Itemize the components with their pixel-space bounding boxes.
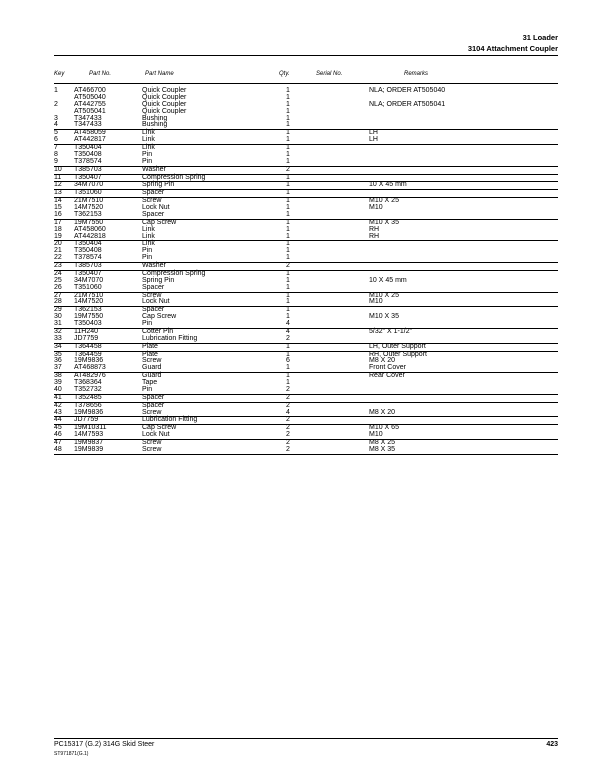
row-key: 38	[54, 372, 62, 380]
row-part-no: AT505041	[74, 107, 106, 115]
row-qty: 2	[286, 262, 290, 269]
table-row	[54, 227, 558, 234]
row-part-no: T378656	[74, 401, 102, 409]
row-remarks: M10	[369, 204, 383, 211]
row-remarks: M8 X 25	[369, 439, 396, 446]
row-key: 5	[54, 129, 58, 137]
row-qty: 1	[286, 144, 290, 151]
row-qty: 1	[286, 218, 290, 226]
row-qty: 2	[286, 393, 290, 401]
parts-table	[54, 88, 558, 455]
row-part-no: 21M7510	[74, 197, 104, 205]
row-remarks: M10	[369, 431, 383, 439]
row-remarks: M8 X 20	[369, 357, 396, 365]
table-row	[54, 336, 558, 344]
row-part-name: Quick Coupler	[142, 100, 187, 108]
row-key: 9	[54, 157, 58, 165]
table-row	[54, 175, 558, 183]
table-row	[54, 263, 558, 271]
table-row	[54, 116, 558, 123]
row-key: 34	[54, 342, 62, 350]
row-part-name: Quick Coupler	[142, 87, 187, 94]
table-row	[54, 220, 558, 227]
row-key: 47	[54, 439, 62, 446]
row-part-no: JD7759	[74, 416, 99, 424]
row-part-name: Spacer	[142, 283, 165, 291]
row-part-name: Guard	[142, 364, 162, 372]
row-part-name: Link	[142, 136, 155, 144]
row-part-no: 19M9836	[74, 408, 104, 416]
row-part-no: T378574	[74, 157, 102, 165]
row-part-name: Cotter Pin	[142, 327, 174, 335]
col-key-header: Key	[54, 71, 65, 77]
table-row	[54, 307, 558, 314]
table-row	[54, 403, 558, 410]
table-row	[54, 109, 558, 116]
row-part-no: 19M7550	[74, 313, 104, 321]
row-part-no: T368364	[74, 379, 102, 386]
row-remarks: M8 X 20	[369, 408, 396, 416]
row-qty: 2	[286, 424, 290, 432]
table-row	[54, 395, 558, 403]
col-qty-header: Qty.	[279, 71, 290, 77]
col-remarks-header: Remarks	[404, 71, 429, 77]
row-part-no: T347433	[74, 121, 102, 129]
row-part-name: Link	[142, 225, 155, 233]
row-qty: 1	[286, 189, 290, 197]
row-key: 28	[54, 298, 62, 306]
row-part-no: 19M9839	[74, 445, 104, 453]
row-part-no: T350407	[74, 173, 102, 181]
row-qty: 1	[286, 100, 290, 108]
row-part-name: Cap Screw	[142, 424, 177, 432]
row-key: 31	[54, 320, 62, 327]
row-part-no: T385703	[74, 165, 102, 173]
row-remarks: RH	[369, 232, 380, 240]
row-qty: 2	[286, 165, 290, 173]
row-part-name: Compression Spring	[142, 173, 206, 181]
row-part-name: Pin	[142, 157, 153, 165]
row-key: 18	[54, 225, 62, 233]
row-part-name: Lubrication Fitting	[142, 416, 198, 424]
row-part-no: T362153	[74, 306, 102, 314]
table-row	[54, 145, 558, 152]
row-part-name: Spring Pin	[142, 276, 175, 284]
row-part-name: Screw	[142, 408, 162, 416]
table-row	[54, 410, 558, 418]
row-qty: 1	[286, 342, 290, 350]
row-part-no: AT442818	[74, 232, 106, 240]
row-qty: 1	[286, 240, 290, 248]
table-row	[54, 373, 558, 380]
row-key: 45	[54, 424, 62, 432]
row-part-no: T378574	[74, 254, 102, 262]
section-title: 31 Loader	[522, 33, 558, 42]
row-qty: 1	[286, 210, 290, 218]
col-part-no-header: Part No.	[89, 71, 112, 77]
row-part-name: Screw	[142, 439, 162, 446]
row-key: 14	[54, 197, 62, 205]
row-part-no: 34M7070	[74, 276, 104, 284]
row-part-name: Screw	[142, 357, 162, 365]
row-qty: 1	[286, 181, 290, 189]
table-row	[54, 88, 558, 95]
row-part-no: T350408	[74, 150, 102, 158]
row-remarks: NLA; ORDER AT505041	[369, 100, 446, 108]
table-row	[54, 159, 558, 167]
row-part-no: AT442817	[74, 136, 106, 144]
row-part-no: T352732	[74, 385, 102, 393]
row-key: 8	[54, 150, 58, 158]
table-row	[54, 122, 558, 130]
row-part-no: T351060	[74, 189, 102, 197]
row-part-name: Screw	[142, 445, 162, 453]
row-qty: 1	[286, 136, 290, 144]
row-part-no: AT466700	[74, 87, 106, 94]
footer-rule	[54, 738, 558, 739]
table-row	[54, 212, 558, 220]
row-part-name: Pin	[142, 320, 153, 327]
row-part-no: 21M7510	[74, 291, 104, 299]
row-key: 21	[54, 247, 62, 255]
row-qty: 2	[286, 445, 290, 453]
row-part-no: 19M9837	[74, 439, 104, 446]
row-part-no: T347433	[74, 114, 102, 122]
row-part-name: Compression Spring	[142, 269, 206, 277]
row-remarks: M10 X 25	[369, 197, 399, 205]
table-row	[54, 321, 558, 329]
table-row	[54, 137, 558, 145]
row-part-name: Screw	[142, 197, 162, 205]
row-qty: 1	[286, 372, 290, 380]
row-part-no: T350407	[74, 269, 102, 277]
table-row	[54, 182, 558, 190]
table-row	[54, 432, 558, 440]
row-qty: 2	[286, 416, 290, 424]
row-part-no: T364459	[74, 350, 102, 358]
row-part-name: Plate	[142, 342, 158, 350]
row-key: 26	[54, 283, 62, 291]
row-key: 29	[54, 306, 62, 314]
row-part-name: Lock Nut	[142, 298, 170, 306]
row-part-no: T385703	[74, 262, 102, 269]
row-qty: 1	[286, 197, 290, 205]
table-row	[54, 425, 558, 432]
row-part-name: Bushing	[142, 114, 168, 122]
row-qty: 1	[286, 291, 290, 299]
row-part-name: Quick Coupler	[142, 107, 187, 115]
table-row	[54, 417, 558, 425]
table-row	[54, 329, 558, 336]
table-row	[54, 352, 558, 359]
row-qty: 1	[286, 107, 290, 115]
row-qty: 2	[286, 385, 290, 393]
row-qty: 1	[286, 276, 290, 284]
column-header-rule	[54, 83, 558, 84]
row-key: 13	[54, 189, 62, 197]
group-title: 3104 Attachment Coupler	[467, 44, 558, 53]
row-key: 44	[54, 416, 62, 424]
row-part-name: Screw	[142, 291, 162, 299]
row-qty: 1	[286, 350, 290, 358]
row-part-no: T350404	[74, 240, 102, 248]
row-key: 2	[54, 100, 58, 108]
row-remarks: 10 X 45 mm	[369, 181, 407, 189]
table-row	[54, 271, 558, 278]
row-qty: 6	[286, 357, 290, 365]
row-key: 40	[54, 385, 62, 393]
row-part-name: Lock Nut	[142, 204, 170, 211]
row-remarks: M10 X 35	[369, 313, 399, 321]
row-qty: 1	[286, 364, 290, 372]
row-key: 10	[54, 165, 62, 173]
row-qty: 4	[286, 408, 290, 416]
row-key: 43	[54, 408, 62, 416]
row-part-name: Pin	[142, 254, 153, 262]
row-key: 20	[54, 240, 62, 248]
row-remarks: Front Cover	[369, 364, 406, 372]
row-part-name: Washer	[142, 262, 166, 269]
row-qty: 1	[286, 157, 290, 165]
row-qty: 1	[286, 269, 290, 277]
row-key: 19	[54, 232, 62, 240]
table-row	[54, 293, 558, 300]
table-row	[54, 198, 558, 205]
row-key: 16	[54, 210, 62, 218]
table-row	[54, 314, 558, 321]
row-key: 48	[54, 445, 62, 453]
row-part-no: AT458060	[74, 225, 106, 233]
row-part-name: Spring Pin	[142, 181, 175, 189]
row-key: 33	[54, 334, 62, 342]
row-part-name: Pin	[142, 385, 153, 393]
row-part-no: AT442755	[74, 100, 106, 108]
table-row	[54, 234, 558, 242]
row-qty: 1	[286, 254, 290, 262]
row-part-name: Quick Coupler	[142, 93, 187, 101]
col-serial-header: Serial No.	[316, 71, 343, 77]
row-qty: 1	[286, 379, 290, 386]
row-key: 12	[54, 181, 62, 189]
row-qty: 2	[286, 431, 290, 439]
row-qty: 1	[286, 313, 290, 321]
row-part-name: Spacer	[142, 189, 165, 197]
row-part-no: AT482976	[74, 372, 106, 380]
row-part-no: T350408	[74, 247, 102, 255]
table-row	[54, 248, 558, 255]
row-remarks: M10	[369, 298, 383, 306]
row-qty: 1	[286, 247, 290, 255]
row-part-no: 34M7070	[74, 181, 104, 189]
table-row	[54, 95, 558, 102]
row-remarks: NLA; ORDER AT505040	[369, 87, 446, 94]
row-part-no: 14M7520	[74, 298, 104, 306]
row-part-no: T351060	[74, 283, 102, 291]
row-part-name: Spacer	[142, 393, 165, 401]
row-qty: 2	[286, 439, 290, 446]
table-row	[54, 167, 558, 175]
row-key: 24	[54, 269, 62, 277]
table-row	[54, 358, 558, 365]
row-key: 23	[54, 262, 62, 269]
row-key: 41	[54, 393, 62, 401]
row-qty: 1	[286, 129, 290, 137]
table-row	[54, 299, 558, 307]
row-remarks: M10 X 25	[369, 291, 399, 299]
row-remarks: RH, Outer Support	[369, 350, 427, 358]
row-part-no: T362153	[74, 210, 102, 218]
row-part-name: Link	[142, 129, 155, 137]
row-remarks: M10 X 35	[369, 218, 399, 226]
row-part-no: T364458	[74, 342, 102, 350]
row-part-no: 14M7593	[74, 431, 104, 439]
row-remarks: Rear Cover	[369, 372, 405, 380]
row-part-no: JD7759	[74, 334, 99, 342]
row-qty: 1	[286, 121, 290, 129]
footer-document-id: PC15317 (G.2) 314G Skid Steer	[54, 741, 155, 748]
table-row	[54, 130, 558, 137]
row-qty: 1	[286, 173, 290, 181]
row-qty: 1	[286, 225, 290, 233]
row-part-no: AT458059	[74, 129, 106, 137]
row-part-no: T350404	[74, 144, 102, 151]
row-part-no: AT505040	[74, 93, 106, 101]
row-remarks: 10 X 45 mm	[369, 276, 407, 284]
table-row	[54, 387, 558, 395]
row-qty: 4	[286, 320, 290, 327]
table-row	[54, 440, 558, 447]
row-part-name: Bushing	[142, 121, 168, 129]
row-part-name: Spacer	[142, 210, 165, 218]
row-remarks: LH	[369, 136, 378, 144]
row-key: 1	[54, 87, 58, 94]
row-key: 7	[54, 144, 58, 151]
row-remarks: LH, Outer Support	[369, 342, 426, 350]
row-part-name: Plate	[142, 350, 158, 358]
row-key: 46	[54, 431, 62, 439]
row-qty: 1	[286, 93, 290, 101]
table-row	[54, 102, 558, 109]
row-key: 35	[54, 350, 62, 358]
row-key: 11	[54, 173, 62, 181]
row-qty: 1	[286, 306, 290, 314]
row-qty: 1	[286, 114, 290, 122]
row-key: 27	[54, 291, 62, 299]
table-row	[54, 447, 558, 455]
row-part-name: Lock Nut	[142, 431, 170, 439]
row-remarks: RH	[369, 225, 380, 233]
row-key: 37	[54, 364, 62, 372]
row-key: 30	[54, 313, 62, 321]
row-part-name: Link	[142, 144, 155, 151]
table-row	[54, 285, 558, 293]
row-key: 42	[54, 401, 62, 409]
row-part-no: T352485	[74, 393, 102, 401]
row-part-no: T350403	[74, 320, 102, 327]
row-part-name: Cap Screw	[142, 313, 177, 321]
row-part-name: Pin	[142, 150, 153, 158]
row-qty: 1	[286, 150, 290, 158]
table-row	[54, 152, 558, 159]
header-rule	[54, 55, 558, 56]
row-part-no: 19M10311	[74, 424, 107, 432]
row-part-no: 11H240	[74, 327, 99, 335]
page-number: 423	[546, 741, 558, 748]
table-row	[54, 344, 558, 352]
row-part-no: 14M7520	[74, 204, 104, 211]
table-row	[54, 278, 558, 285]
row-part-name: Tape	[142, 379, 158, 386]
table-row	[54, 205, 558, 212]
row-remarks: M10 X 65	[369, 424, 399, 432]
row-qty: 1	[286, 283, 290, 291]
row-part-name: Washer	[142, 165, 166, 173]
row-key: 4	[54, 121, 58, 129]
row-key: 15	[54, 204, 62, 211]
row-key: 3	[54, 114, 58, 122]
row-key: 22	[54, 254, 62, 262]
row-remarks: LH	[369, 129, 378, 137]
col-part-name-header: Part Name	[145, 71, 174, 77]
row-part-no: AT468873	[74, 364, 106, 372]
row-key: 36	[54, 357, 62, 365]
row-key: 25	[54, 276, 62, 284]
row-qty: 4	[286, 327, 290, 335]
row-remarks: M8 X 35	[369, 445, 396, 453]
row-qty: 2	[286, 334, 290, 342]
table-row	[54, 380, 558, 387]
row-part-no: 19M9836	[74, 357, 104, 365]
row-key: 39	[54, 379, 62, 386]
row-key: 32	[54, 327, 62, 335]
row-part-no: 19M7550	[74, 218, 104, 226]
row-part-name: Link	[142, 240, 155, 248]
row-remarks: 5/32" X 1-1/2"	[369, 327, 413, 335]
table-row	[54, 365, 558, 373]
table-row	[54, 241, 558, 248]
row-part-name: Guard	[142, 372, 162, 380]
footer-reference: ST971871(G.1)	[54, 751, 89, 757]
row-key: 6	[54, 136, 58, 144]
row-part-name: Lubrication Fitting	[142, 334, 198, 342]
row-part-name: Spacer	[142, 401, 165, 409]
row-part-name: Pin	[142, 247, 153, 255]
row-qty: 1	[286, 298, 290, 306]
row-part-name: Cap Screw	[142, 218, 177, 226]
row-key: 17	[54, 218, 62, 226]
row-qty: 2	[286, 401, 290, 409]
row-qty: 1	[286, 204, 290, 211]
row-qty: 1	[286, 232, 290, 240]
row-part-name: Link	[142, 232, 155, 240]
table-row	[54, 190, 558, 198]
row-qty: 1	[286, 87, 290, 94]
table-row	[54, 255, 558, 263]
row-part-name: Spacer	[142, 306, 165, 314]
